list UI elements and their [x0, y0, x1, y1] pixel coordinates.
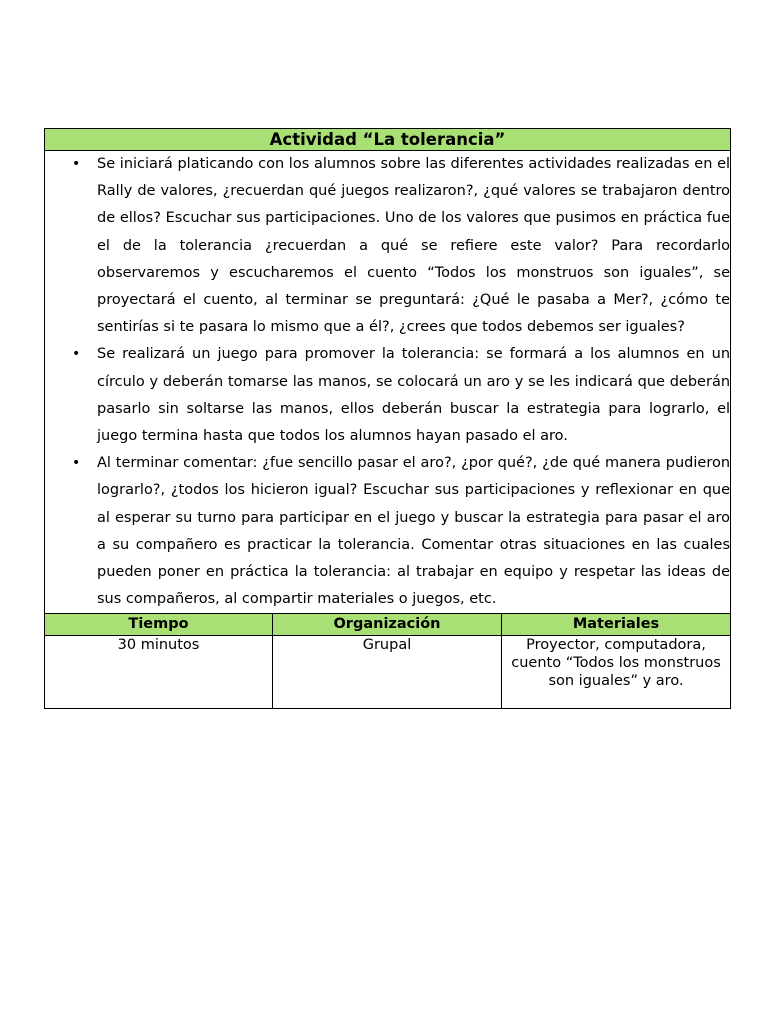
list-item: [45, 341, 730, 450]
header-materials: Materiales: [502, 614, 731, 636]
details-header-row: [45, 614, 731, 636]
steps-list: [45, 151, 730, 613]
title-row: [45, 129, 731, 151]
header-time: Tiempo: [45, 614, 273, 636]
list-item: [45, 151, 730, 341]
bullet-icon: •: [72, 156, 81, 172]
list-item: [45, 450, 730, 613]
value-organization: Grupal: [273, 636, 502, 709]
content-row: [45, 151, 731, 614]
value-time: 30 minutos: [45, 636, 273, 709]
step-text: Se iniciará platicando con los alumnos sobre las diferentes actividades realizadas en el Rally de valores, ¿recuerdan qué juegos realizaron?, ¿qué valores se trabajaron dentro de ellos? Escuchar sus participaciones. Uno de los valores que pusimos en práctica fue el de la tolerancia ¿recuerdan a qué se refiere este valor? Para recordarlo observaremos y escucharemos el cuento “Todos los monstruos son iguales”, se proyectará el cuento, al terminar se preguntará: ¿Qué le pasaba a Mer?, ¿cómo te sentirías si te pasara lo mismo que a él?, ¿crees que todos debemos ser iguales?: [97, 156, 731, 336]
header-organization: Organización: [273, 614, 502, 636]
step-text: Se realizará un juego para promover la tolerancia: se formará a los alumnos en un círculo y deberán tomarse las manos, se colocará un aro y se les indicará que deberán pasarlo sin soltarse las manos, ellos deberán buscar la estrategia para lograrlo, el juego termina hasta que todos los alumnos hayan pasado el aro.: [97, 346, 731, 445]
details-value-row: [45, 636, 731, 709]
step-text: Al terminar comentar: ¿fue sencillo pasar el aro?, ¿por qué?, ¿de qué manera pudieron lograrlo?, ¿todos los hicieron igual? Escuchar sus participaciones y reflexionar en que al esperar su turno para participar en el juego y buscar la estrategia para pasar el aro a su compañero es practicar la tolerancia. Comentar otras situaciones en las cuales pueden poner en práctica la tolerancia: al trabajar en equipo y respetar las ideas de sus compañeros, al compartir materiales o juegos, etc.: [97, 455, 731, 608]
activity-title: Actividad “La tolerancia”: [45, 129, 731, 151]
value-materials: Proyector, computadora, cuento “Todos los monstruos son iguales” y aro.: [502, 636, 731, 709]
bullet-icon: •: [72, 455, 81, 472]
bullet-icon: •: [72, 346, 81, 363]
activity-content: [45, 151, 731, 614]
activity-table: [44, 128, 731, 709]
